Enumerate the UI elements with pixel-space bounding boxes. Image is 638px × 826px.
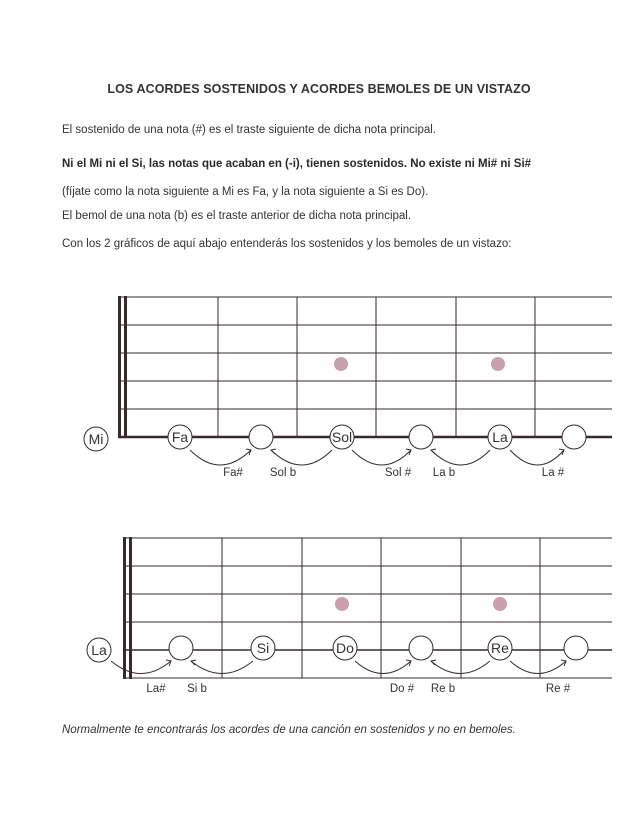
- nut: [118, 296, 127, 438]
- flat-label: La b: [432, 467, 456, 479]
- sharp-label: La#: [146, 683, 166, 695]
- note-circle: [564, 636, 588, 660]
- sharp-arrow: [190, 450, 251, 465]
- paragraph-next-note-note: (fíjate como la nota siguiente a Mi es Fa, y la nota siguiente a Si es Do).: [62, 186, 429, 198]
- sharp-label: Do #: [389, 683, 415, 695]
- note-circle: [409, 636, 433, 660]
- note-circle: [169, 636, 193, 660]
- flat-arrow: [271, 450, 332, 465]
- sharp-arrow: [510, 450, 564, 465]
- paragraph-diagrams-intro: Con los 2 gráficos de aquí abajo entenderás los sostenidos y los bemoles de un vistazo:: [62, 238, 512, 250]
- page-title: LOS ACORDES SOSTENIDOS Y ACORDES BEMOLES DE UN VISTAZO: [107, 82, 531, 96]
- flat-arrow: [431, 450, 490, 465]
- flat-label: Sol b: [269, 467, 297, 479]
- fret-marker: [491, 357, 505, 371]
- sharp-arrow: [355, 661, 411, 674]
- sharp-arrow: [352, 450, 411, 465]
- paragraph-sharp-definition: El sostenido de una nota (#) es el traste siguiente de dicha nota principal.: [62, 124, 436, 136]
- paragraph-no-mi-si-sharp: Ni el Mi ni el Si, las notas que acaban en (-i), tienen sostenidos. No existe ni Mi# ni Si#: [62, 158, 532, 170]
- note-label: Do: [336, 640, 354, 656]
- note-label: Fa: [171, 429, 189, 445]
- note-label: Sol: [331, 429, 353, 445]
- note-label: Si: [256, 640, 270, 656]
- sharp-label: Fa#: [223, 467, 243, 479]
- flat-label: Re b: [430, 683, 456, 695]
- fret-lines: [218, 297, 535, 437]
- sharp-arrow: [510, 661, 566, 674]
- open-note-label: Mi: [88, 431, 104, 447]
- open-note-label: La: [91, 642, 107, 658]
- paragraph-flat-definition: El bemol de una nota (b) es el traste anterior de dicha nota principal.: [62, 210, 412, 222]
- flat-label: Si b: [187, 683, 207, 695]
- sharp-label: Sol #: [384, 467, 412, 479]
- string-lines: [121, 297, 612, 409]
- string-lines: [126, 538, 612, 622]
- footer-note: Normalmente te encontrarás los acordes de una canción en sostenidos y no en bemoles.: [62, 724, 516, 736]
- fret-marker: [493, 597, 507, 611]
- note-circle: [562, 425, 586, 449]
- note-circle: [249, 425, 273, 449]
- fretboard-diagram-mi: [0, 280, 638, 500]
- fret-marker: [335, 597, 349, 611]
- sharp-label: La #: [541, 467, 565, 479]
- note-circle: [409, 425, 433, 449]
- fret-marker: [334, 357, 348, 371]
- sharp-label: Re #: [545, 683, 571, 695]
- fretboard-diagram-la: [0, 520, 638, 710]
- note-label: Re: [491, 640, 509, 656]
- sharp-arrow: [111, 661, 171, 674]
- nut: [123, 537, 132, 679]
- note-label: La: [492, 429, 508, 445]
